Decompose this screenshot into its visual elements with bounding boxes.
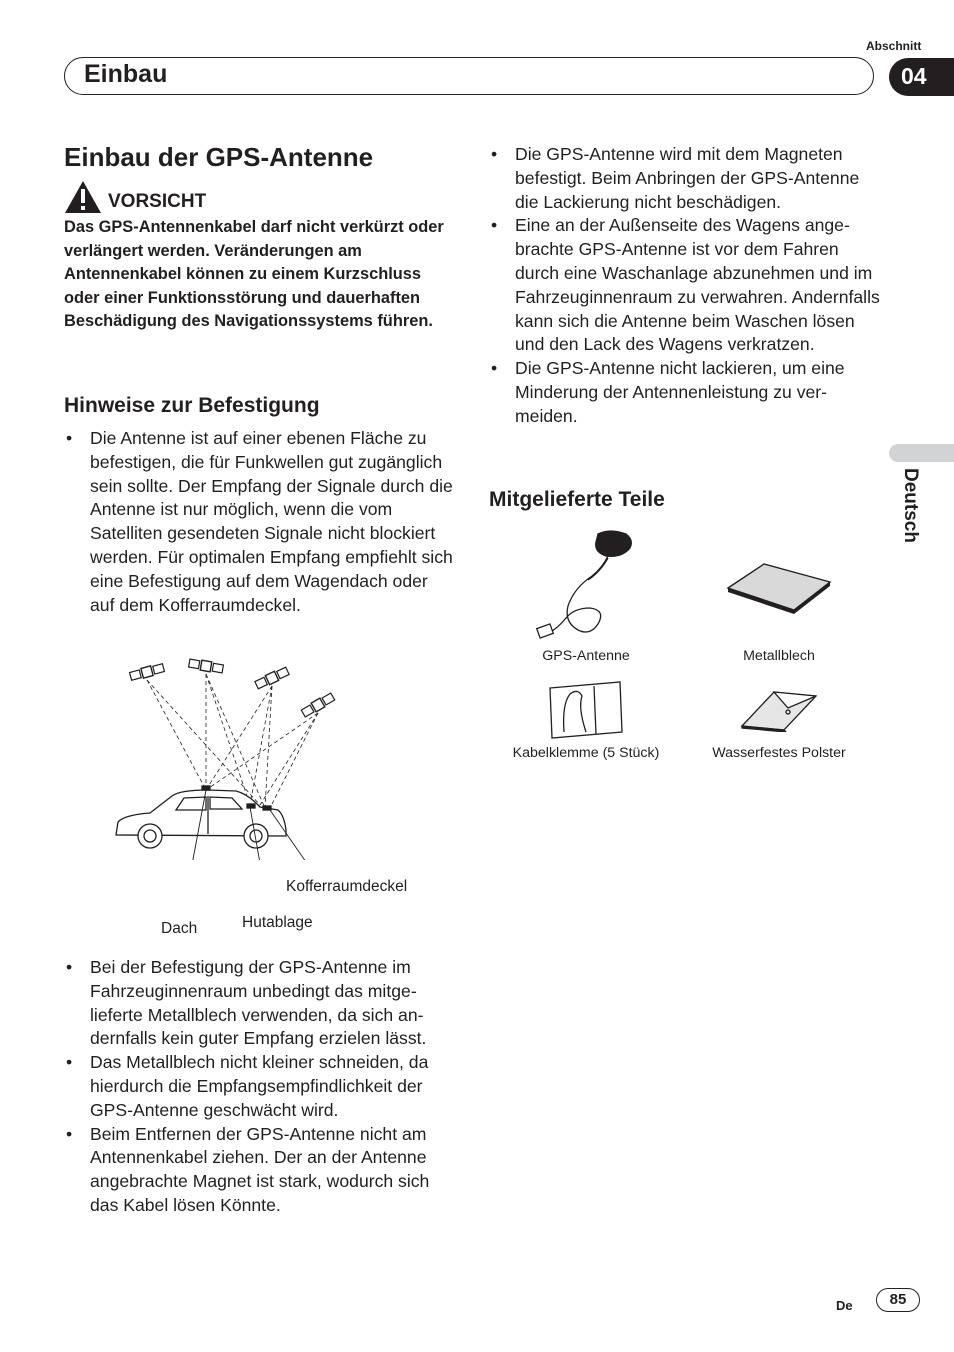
- language-tab-label-box: [893, 468, 923, 558]
- parts-heading: Mitgelieferte Teile: [489, 488, 665, 511]
- caution-text: Das GPS-Antennenkabel darf nicht verkürzt oder verlängert werden. Veränderungen am Antennenkabel können zu einem Kurzschluss oder einer Funktionsstörung und dauerhaften Beschädigung des Navigationssystems führen.: [64, 218, 444, 331]
- part-label-waterproof-pad: Wasserfestes Polster: [712, 745, 846, 761]
- list-item: • Eine an der Außenseite des Wagens angebrachte GPS-Antenne ist vor dem Fahren durch eine Waschanlage abzunehmen und im Fahrzeuginnenraum zu verwahren. Andernfalls kann sich die Antenne beim Waschen lösen und den Lack des Wagens verkratzen.: [489, 214, 881, 357]
- label-kofferraumdeckel: Kofferraumdeckel: [286, 878, 408, 895]
- language-tab: [889, 444, 954, 462]
- caution-label: VORSICHT: [108, 191, 207, 212]
- page-number: 85: [876, 1288, 920, 1312]
- gps-antenna-icon: [530, 528, 640, 643]
- caution-heading: [64, 180, 206, 214]
- right-bullets: [489, 143, 881, 429]
- satellite-icon: [301, 692, 335, 718]
- car-antenna-illustration: [110, 650, 350, 860]
- part-label-cable-clamp: Kabelklemme (5 Stück): [512, 745, 660, 761]
- list-item: • Die Antenne ist auf einer ebenen Fläche zu befestigen, die für Funkwellen gut zugänglich sein sollte. Der Empfang der Signale durch die Antenne ist nur möglich, wenn die vom Satelliten gesendeten Signale nicht blockiert werden. Für optimalen Empfang empfiehlt sich eine Befestigung auf dem Wagendach oder auf dem Kofferraumdeckel.: [64, 427, 456, 617]
- satellite-icon: [188, 658, 223, 674]
- mounting-section: [64, 394, 456, 617]
- list-item: • Die GPS-Antenne nicht lackieren, um eine Minderung der Antennenleistung zu vermeiden.: [489, 357, 881, 428]
- satellite-icon: [129, 663, 164, 681]
- list-item: • Bei der Befestigung der GPS-Antenne im Fahrzeuginnenraum unbedingt das mitgelieferte Metallblech verwenden, da sich andernfalls kein guter Empfang erzielen lässt.: [64, 956, 456, 1051]
- list-item: • Beim Entfernen der GPS-Antenne nicht am Antennenkabel ziehen. Der an der Antenne angebrachte Magnet ist stark, wodurch sich das Kabel lösen Könnte.: [64, 1123, 456, 1218]
- label-hutablage: Hutablage: [242, 914, 313, 931]
- mounting-bullets-top: [64, 427, 456, 617]
- cable-clamp-icon: [548, 680, 624, 740]
- part-label-metal-plate: Metallblech: [743, 648, 815, 664]
- metal-plate-icon: [724, 560, 834, 616]
- waterproof-pad-icon: [740, 686, 820, 732]
- language-tab-label: Deutsch: [900, 468, 921, 543]
- footer-language-code: De: [836, 1298, 853, 1313]
- section-label: Abschnitt: [866, 39, 922, 53]
- chapter-title: Einbau: [84, 60, 168, 88]
- warning-icon: [64, 180, 102, 214]
- chapter-header-bar: [64, 57, 874, 95]
- list-item: • Das Metallblech nicht kleiner schneiden, da hierdurch die Empfangsempfindlichkeit der GPS-Antenne geschwächt wird.: [64, 1051, 456, 1122]
- mounting-heading: Hinweise zur Befestigung: [64, 394, 320, 417]
- list-item: • Die GPS-Antenne wird mit dem Magneten befestigt. Beim Anbringen der GPS-Antenne die Lackierung nicht beschädigen.: [489, 143, 881, 214]
- page-title: Einbau der GPS-Antenne: [64, 142, 374, 172]
- label-dach: Dach: [161, 920, 198, 937]
- mounting-bullets-bottom: [64, 956, 456, 1218]
- part-label-gps-antenna: GPS-Antenne: [542, 648, 630, 664]
- chapter-number-badge: 04: [889, 58, 954, 96]
- signal-lines: [147, 674, 318, 808]
